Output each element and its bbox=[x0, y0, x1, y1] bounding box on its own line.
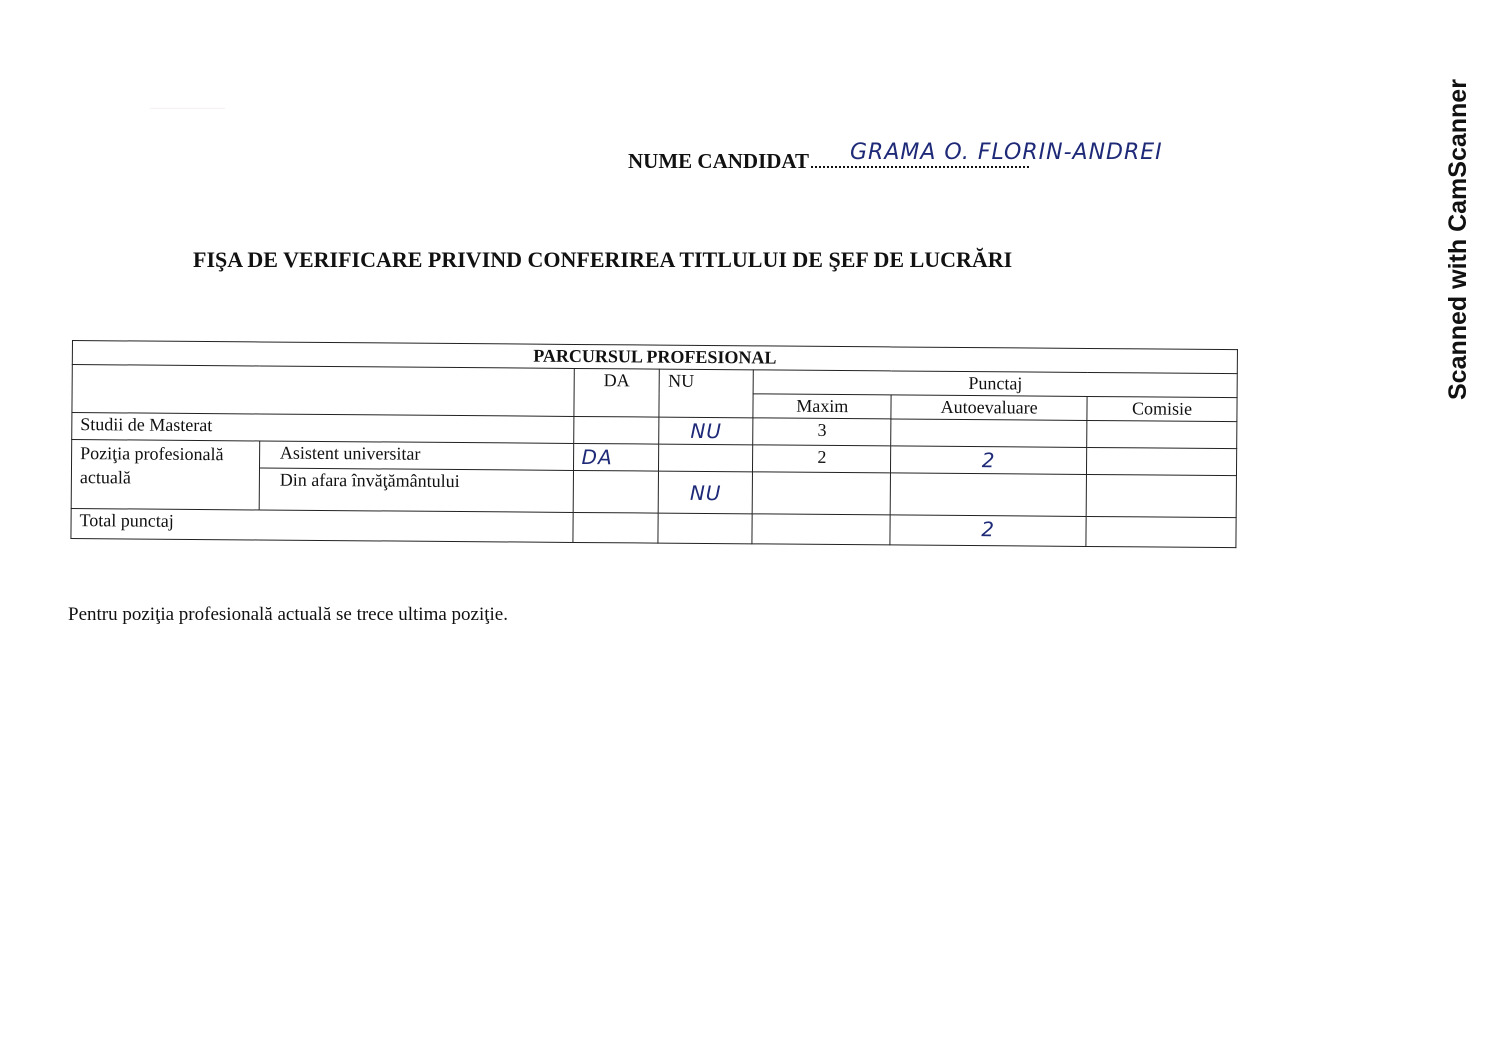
cell-total-autoevaluare bbox=[890, 515, 1086, 547]
cell-asistent-da bbox=[573, 443, 659, 471]
header-comisie: Comisie bbox=[1087, 396, 1237, 421]
cell-masterat-da bbox=[573, 416, 659, 444]
cell-masterat-nu bbox=[659, 417, 753, 445]
cell-total-comisie bbox=[1086, 516, 1236, 547]
candidate-line bbox=[628, 140, 1163, 174]
cell-asistent-nu bbox=[659, 444, 753, 472]
header-nu: NU bbox=[659, 369, 753, 418]
verification-table bbox=[70, 340, 1238, 548]
handwritten-nu: NU bbox=[689, 480, 722, 505]
handwritten-score: 2 bbox=[981, 448, 996, 473]
cell-asistent-autoevaluare bbox=[891, 446, 1087, 475]
cell-masterat-maxim: 3 bbox=[753, 418, 891, 446]
header-autoevaluare: Autoevaluare bbox=[891, 395, 1087, 421]
cell-asistent-maxim: 2 bbox=[753, 445, 891, 473]
candidate-label: NUME CANDIDAT bbox=[628, 149, 810, 173]
handwritten-nu: NU bbox=[690, 418, 723, 444]
handwritten-total: 2 bbox=[981, 517, 996, 542]
footnote: Pentru poziţia profesională actuală se trece ultima poziţie. bbox=[68, 604, 508, 625]
cell-afara-autoevaluare bbox=[890, 473, 1086, 517]
row-label-asistent: Asistent universitar bbox=[259, 441, 573, 470]
header-empty-cell bbox=[72, 365, 574, 417]
cell-afara-da bbox=[573, 470, 659, 513]
row-label-pozitie: Poziţia profesională actuală bbox=[71, 440, 259, 510]
cell-afara-maxim bbox=[752, 472, 890, 515]
handwritten-da: DA bbox=[581, 445, 613, 470]
row-label-total: Total punctaj bbox=[71, 508, 573, 542]
bleed-through-text: ‒‒‒‒‒‒‒‒‒‒ bbox=[150, 100, 225, 116]
cell-masterat-autoevaluare bbox=[891, 419, 1087, 448]
header-punctaj: Punctaj bbox=[753, 370, 1237, 398]
document-title: FIŞA DE VERIFICARE PRIVIND CONFERIREA TITLULUI DE ŞEF DE LUCRĂRI bbox=[193, 247, 1013, 272]
cell-total-maxim bbox=[752, 514, 890, 545]
cell-masterat-comisie bbox=[1087, 420, 1237, 448]
cell-asistent-comisie bbox=[1087, 447, 1237, 475]
header-da: DA bbox=[573, 368, 659, 417]
scanner-watermark: Scanned with CamScanner bbox=[1444, 79, 1472, 400]
section-title: PARCURSUL PROFESIONAL bbox=[72, 341, 1237, 374]
cell-afara-nu bbox=[659, 471, 753, 514]
row-label-afara: Din afara învăţământului bbox=[259, 468, 573, 512]
cell-total-nu bbox=[658, 513, 752, 544]
cell-total-da bbox=[572, 512, 658, 543]
header-maxim: Maxim bbox=[753, 394, 891, 419]
row-label-masterat: Studii de Masterat bbox=[72, 413, 574, 444]
cell-afara-comisie bbox=[1086, 474, 1236, 517]
candidate-name-handwritten: GRAMA O. FLORIN-ANDREI bbox=[850, 140, 1163, 165]
